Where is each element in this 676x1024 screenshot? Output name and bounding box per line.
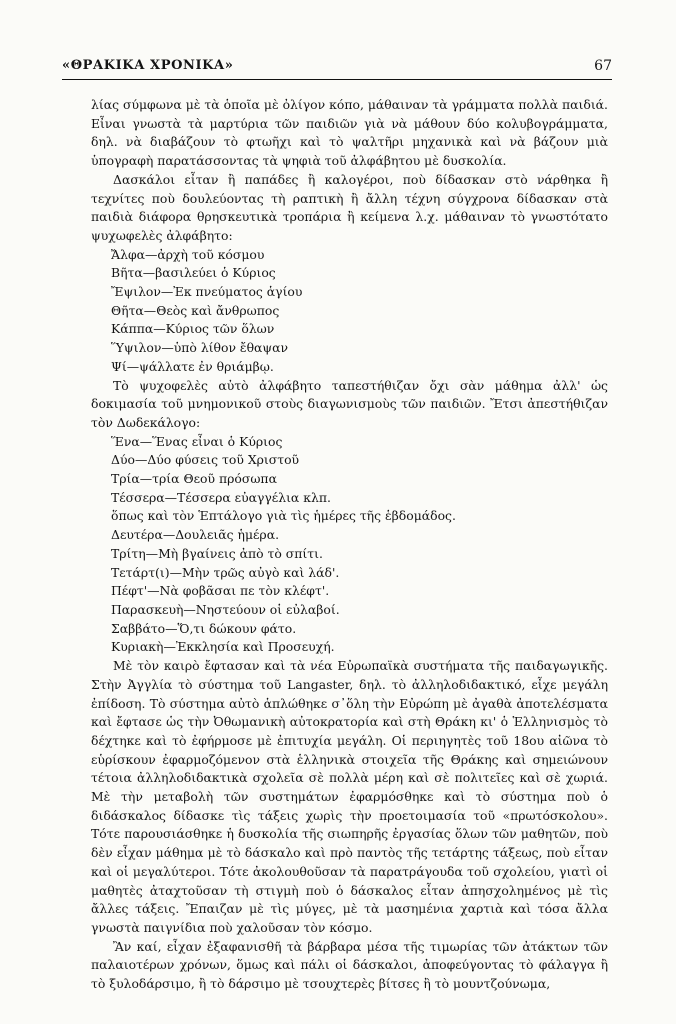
verse-line: Βῆτα—βασιλεύει ὁ Κύριος [111, 265, 276, 281]
verse-line: Τέσσερα—Τέσσερα εὐαγγέλια κλπ. [111, 489, 331, 505]
paragraph: Μὲ τὸν καιρὸ ἔφτασαν καὶ τὰ νέα Εὐρωπαϊκὰ συστήματα τῆς παιδαγωγικῆς. Στὴν Ἀγγλία τὸ σύστημα τοῦ Langaster, δηλ. τὸ ἀλληλοδιδακτικό, εἶχε μεγάλη ἐπίδοση. Τὸ σύστημα αὐτὸ ἁπλώθηκε σ᾽ὅλη τὴν Εὐρώπη μὲ ἀγαθὰ ἀποτελέσματα καὶ ἔφτασε ὡς τὴν Ὀθωμανικὴ αὐτοκρατορία καὶ στὴ Θράκη κι' ὁ Ἑλληνισμὸς τὸ δέχτηκε καὶ τὸ ἐφήρμοσε μὲ ἐπιτυχία μεγάλη. Οἱ περιηγητὲς τοῦ 18ου αἰῶνα τὸ εὑρίσκουν ἐφαρμοζόμενον στὰ ἑλληνικὰ στοιχεῖα τῆς Θράκης καὶ σημειώνουν τέτοια ἀλληλοδιδακτικὰ σχολεῖα σὲ πολλὰ μέρη καὶ σὲ πολιτεῖες καὶ σὲ χωριά. Μὲ τὴν μεταβολὴ τῶν συστημάτων ἐφαρμόσθηκε καὶ τὸ σύστημα ποὺ ὁ διδάσκαλος δίδασκε τὶς τάξεις χωρὶς τὴν προετοιμασία τοῦ «πρωτόσκολου». Τότε παρουσιάσθηκε ἡ δυσκολία τῆς σιωπηρῆς ἐργασίας ὅλων τῶν μαθητῶν, ποὺ δὲν εἶχαν μάθημα μὲ τὸ δάσκαλο καὶ πρὸ παντὸς τῆς τετάρτης τάξεως, ποὺ εἶταν καὶ οἱ μεγαλύτεροι. Τότε ἀκολουθοῦσαν τὰ παρατράγουδα τοῦ σχολείου, γιατὶ οἱ μαθητὲς ἀταχτοῦσαν τὴ στιγμὴ ποὺ ὁ δάσκαλος εἶταν ἀπησχολημένος μὲ τὶς ἄλλες τάξεις. Ἔπαιζαν μὲ τὶς μύγες, μὲ τὰ μασημένια χαρτιὰ καὶ τόσα ἄλλα γνωστὰ παιγνίδια ποὺ χαλοῦσαν τὸν κόσμο. [91, 658, 608, 935]
paragraph: λίας σύμφωνα μὲ τὰ ὁποῖα μὲ ὀλίγον κόπο, μάθαιναν τὰ γράμματα πολλὰ παιδιά. Εἶναι γνωστὰ τὰ μαρτύρια τῶν παιδιῶν γιὰ νὰ μάθουν δύο κολυβογράμματα, δηλ. νὰ διαβάζουν τὸ φτωῆχι καὶ τὸ ψαλτῆρι μηχανικὰ καὶ νὰ βάζουν μιὰ ὑπογραφὴ παρατάσσοντας τὰ ψηφιὰ τοῦ ἀλφάβητου μὲ δυσκολία. [91, 97, 608, 169]
body-text [91, 96, 608, 994]
verse-line: Ἔψιλον—Ἐκ πνεύματος ἁγίου [111, 284, 303, 300]
running-header [62, 58, 612, 74]
verse-line: ὅπως καὶ τὸν Ἑπτάλογο γιὰ τὶς ἡμέρες τῆς ἑβδομάδος. [111, 508, 456, 524]
verse-line: Τρίτη—Μὴ βγαίνεις ἀπὸ τὸ σπίτι. [111, 545, 323, 561]
verse-line: Ὕψιλον—ὑπὸ λίθον ἔθαψαν [111, 340, 289, 356]
verse-line: Δύο—Δύο φύσεις τοῦ Χριστοῦ [111, 452, 300, 468]
paragraph: Ἂν καί, εἶχαν ἐξαφανισθῆ τὰ βάρβαρα μέσα τῆς τιμωρίας τῶν ἀτάκτων τῶν παλαιοτέρων χρόνων, ὅμως καὶ πάλι οἱ δάσκαλοι, ἀποφεύγοντας τὸ φάλαγγα ἢ τὸ ξυλοδάρσιμο, ἢ τὸ δάρσιμο μὲ τσουχτερὲς βίτσες ἢ τὸ μουντζούνωμα, [91, 938, 608, 992]
journal-title: «ΘΡΑΚΙΚΑ ΧΡΟΝΙΚΑ» [62, 58, 234, 73]
page-number: 67 [594, 58, 612, 74]
verse-line: Παρασκευὴ—Νηστεύουν οἱ εὐλαβοί. [111, 601, 340, 617]
verse-line: Κάππα—Κύριος τῶν ὅλων [111, 321, 275, 337]
header-rule [62, 79, 612, 80]
verse-line: Ψί—ψάλλατε ἐν θριάμβῳ. [111, 358, 274, 374]
verse-line: Πέφτ'—Νὰ φοβᾶσαι πε τὸν κλέφτ'. [111, 583, 330, 599]
verse-line: Σαββάτο—Ὅ,τι δώκουν φάτο. [111, 620, 297, 636]
verse-line: Δευτέρα—Δουλειᾶς ἡμέρα. [111, 527, 280, 543]
paragraph: Τὸ ψυχοφελὲς αὐτὸ ἀλφάβητο ταπεστήθιζαν ὄχι σὰν μάθημα ἀλλ' ὡς δοκιμασία τοῦ μνημονικοῦ στοὺς διαγωνισμοὺς τῶν παιδιῶν. Ἔτσι ἀπεστήθιζαν τὸν Δωδεκάλογο: [91, 377, 608, 430]
verse-line: Κυριακὴ—Ἐκκλησία καὶ Προσευχή. [111, 639, 335, 655]
verse-line: Ἕνα—Ἕνας εἶναι ὁ Κύριος [111, 433, 283, 449]
verse-line: Θῆτα—Θεὸς καὶ ἄνθρωπος [111, 302, 280, 318]
verse-line: Ἄλφα—ἀρχὴ τοῦ κόσμου [111, 246, 265, 262]
paragraph: Δασκάλοι εἶταν ἢ παπάδες ἢ καλογέροι, ποὺ δίδασκαν στὸ νάρθηκα ἢ τεχνίτες ποὺ δουλεύοντας τὴ ραπτικὴ ἢ ἄλλη τέχνη σύγχρονα δίδασκαν στὰ παιδιὰ διάφορα θρησκευτικὰ τροπάρια ἢ κείμενα λ.χ. μάθαιναν τὸ γνωστότατο ψυχωφελὲς ἀλφάβητο: [91, 171, 608, 243]
verse-line: Τρία—τρία Θεοῦ πρόσωπα [111, 471, 277, 487]
verse-line: Τετάρτ(ι)—Μὴν τρῶς αὐγὸ καὶ λάδ'. [111, 564, 340, 580]
